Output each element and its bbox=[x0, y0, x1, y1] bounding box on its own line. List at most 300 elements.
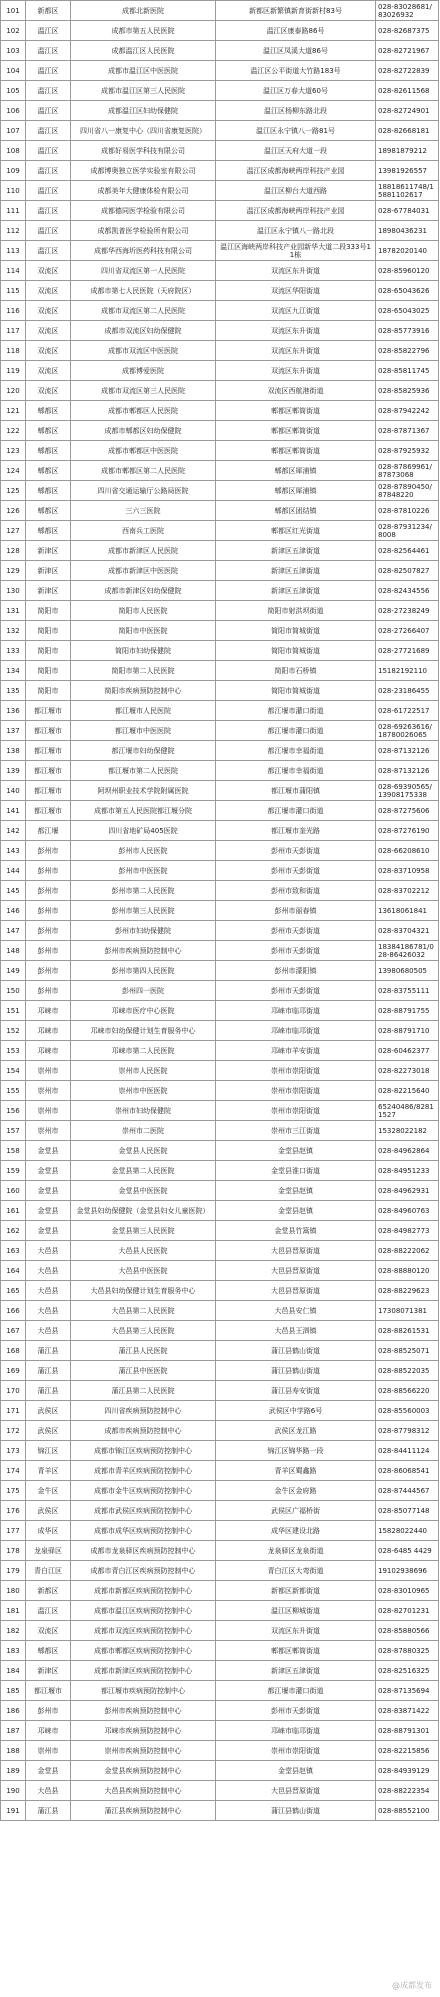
phone-cell: 028-87871367 bbox=[376, 421, 439, 441]
address-cell: 双流区东升街道 bbox=[216, 341, 376, 361]
phone-cell: 028-83755111 bbox=[376, 981, 439, 1001]
address-cell: 金堂县竹篙镇 bbox=[216, 1221, 376, 1241]
row-number-cell: 122 bbox=[1, 421, 26, 441]
address-cell: 郫都区犀浦镇 bbox=[216, 481, 376, 501]
phone-cell: 028-87132126 bbox=[376, 741, 439, 761]
address-cell: 邛崃市羊安街道 bbox=[216, 1041, 376, 1061]
row-number-cell: 185 bbox=[1, 1681, 26, 1701]
row-number-cell: 156 bbox=[1, 1101, 26, 1121]
district-cell: 简阳市 bbox=[26, 681, 71, 701]
table-row bbox=[1, 1181, 439, 1201]
district-cell: 蒲江县 bbox=[26, 1341, 71, 1361]
table-row bbox=[1, 541, 439, 561]
table-row bbox=[1, 261, 439, 281]
institution-name-cell: 蒲江县第二人民医院 bbox=[71, 1381, 216, 1401]
address-cell: 彭州市天彭街道 bbox=[216, 861, 376, 881]
district-cell: 新都区 bbox=[26, 1581, 71, 1601]
address-cell: 大邑县晋原街道 bbox=[216, 1281, 376, 1301]
address-cell: 成华区建设北路 bbox=[216, 1521, 376, 1541]
row-number-cell: 166 bbox=[1, 1301, 26, 1321]
table-row bbox=[1, 561, 439, 581]
district-cell: 邛崃市 bbox=[26, 1001, 71, 1021]
table-row bbox=[1, 281, 439, 301]
institution-name-cell: 四川省地矿局405医院 bbox=[71, 821, 216, 841]
phone-cell: 18818611748/15881102617 bbox=[376, 181, 439, 201]
table-row bbox=[1, 781, 439, 801]
row-number-cell: 173 bbox=[1, 1441, 26, 1461]
table-row bbox=[1, 1721, 439, 1741]
institution-name-cell: 崇州市中医医院 bbox=[71, 1081, 216, 1101]
row-number-cell: 113 bbox=[1, 241, 26, 261]
phone-cell: 028-84982773 bbox=[376, 1221, 439, 1241]
phone-cell: 028-83702212 bbox=[376, 881, 439, 901]
row-number-cell: 186 bbox=[1, 1701, 26, 1721]
phone-cell: 028-85773916 bbox=[376, 321, 439, 341]
row-number-cell: 187 bbox=[1, 1721, 26, 1741]
phone-cell: 028-88791710 bbox=[376, 1021, 439, 1041]
address-cell: 双流区东升街道 bbox=[216, 1621, 376, 1641]
district-cell: 温江区 bbox=[26, 141, 71, 161]
phone-cell: 028-88552100 bbox=[376, 1801, 439, 1821]
institution-name-cell: 成都市青羊区疾病预防控制中心 bbox=[71, 1461, 216, 1481]
table-row bbox=[1, 1581, 439, 1601]
institution-name-cell: 成都美年大健康体检有限公司 bbox=[71, 181, 216, 201]
address-cell: 彭州市天彭街道 bbox=[216, 981, 376, 1001]
institution-name-cell: 彭州市妇幼保健院 bbox=[71, 921, 216, 941]
district-cell: 青羊区 bbox=[26, 1461, 71, 1481]
phone-cell: 15328022182 bbox=[376, 1121, 439, 1141]
address-cell: 简阳市简城街道 bbox=[216, 621, 376, 641]
table-row bbox=[1, 921, 439, 941]
row-number-cell: 168 bbox=[1, 1341, 26, 1361]
district-cell: 温江区 bbox=[26, 81, 71, 101]
phone-cell: 028-84411124 bbox=[376, 1441, 439, 1461]
institution-name-cell: 大邑县人民医院 bbox=[71, 1241, 216, 1261]
institution-name-cell: 彭州市第二人民医院 bbox=[71, 881, 216, 901]
address-cell: 蒲江县鹤山街道 bbox=[216, 1361, 376, 1381]
phone-cell: 028-87275606 bbox=[376, 801, 439, 821]
phone-cell: 028-82701231 bbox=[376, 1601, 439, 1621]
phone-cell: 028-67784031 bbox=[376, 201, 439, 221]
address-cell: 双流区东升街道 bbox=[216, 261, 376, 281]
institution-name-cell: 成都市新津区妇幼保健院 bbox=[71, 581, 216, 601]
phone-cell: 028-85822796 bbox=[376, 341, 439, 361]
row-number-cell: 159 bbox=[1, 1161, 26, 1181]
phone-cell: 028-87132126 bbox=[376, 761, 439, 781]
phone-cell: 18782020140 bbox=[376, 241, 439, 261]
phone-cell: 028-82215640 bbox=[376, 1081, 439, 1101]
row-number-cell: 179 bbox=[1, 1561, 26, 1581]
row-number-cell: 105 bbox=[1, 81, 26, 101]
address-cell: 青羊区蜀鑫路 bbox=[216, 1461, 376, 1481]
institution-name-cell: 成都市新都区疾病预防控制中心 bbox=[71, 1581, 216, 1601]
address-cell: 大邑县晋原街道 bbox=[216, 1261, 376, 1281]
district-cell: 彭州市 bbox=[26, 901, 71, 921]
district-cell: 龙泉驿区 bbox=[26, 1541, 71, 1561]
institution-name-cell: 成都市郫都区人民医院 bbox=[71, 401, 216, 421]
address-cell: 温江区成都海峡两岸科技产业园 bbox=[216, 201, 376, 221]
district-cell: 新都区 bbox=[26, 1, 71, 21]
row-number-cell: 138 bbox=[1, 741, 26, 761]
institution-name-cell: 西南兵工医院 bbox=[71, 521, 216, 541]
row-number-cell: 104 bbox=[1, 61, 26, 81]
district-cell: 郫都区 bbox=[26, 441, 71, 461]
institution-name-cell: 蒲江县中医医院 bbox=[71, 1361, 216, 1381]
address-cell: 彭州市天彭街道 bbox=[216, 921, 376, 941]
phone-cell: 028-65043626 bbox=[376, 281, 439, 301]
table-row bbox=[1, 401, 439, 421]
table-row bbox=[1, 681, 439, 701]
address-cell: 郫都区团结镇 bbox=[216, 501, 376, 521]
row-number-cell: 181 bbox=[1, 1601, 26, 1621]
institution-name-cell: 大邑县第二人民医院 bbox=[71, 1301, 216, 1321]
district-cell: 新津区 bbox=[26, 581, 71, 601]
institution-name-cell: 崇州市人民医院 bbox=[71, 1061, 216, 1081]
district-cell: 崇州市 bbox=[26, 1081, 71, 1101]
phone-cell: 17308071381 bbox=[376, 1301, 439, 1321]
institution-name-cell: 蒲江县疾病预防控制中心 bbox=[71, 1801, 216, 1821]
district-cell: 都江堰 bbox=[26, 821, 71, 841]
district-cell: 双流区 bbox=[26, 281, 71, 301]
institution-name-cell: 成都市第七人民医院（天府院区） bbox=[71, 281, 216, 301]
table-row bbox=[1, 1741, 439, 1761]
row-number-cell: 160 bbox=[1, 1181, 26, 1201]
phone-cell: 028-87276190 bbox=[376, 821, 439, 841]
institution-name-cell: 金堂县人民医院 bbox=[71, 1141, 216, 1161]
district-cell: 温江区 bbox=[26, 221, 71, 241]
address-cell: 大邑县王泗镇 bbox=[216, 1321, 376, 1341]
row-number-cell: 137 bbox=[1, 721, 26, 741]
row-number-cell: 124 bbox=[1, 461, 26, 481]
address-cell: 温江区永宁镇八一路北段 bbox=[216, 221, 376, 241]
table-row bbox=[1, 1561, 439, 1581]
row-number-cell: 106 bbox=[1, 101, 26, 121]
table-row bbox=[1, 1441, 439, 1461]
institution-name-cell: 金堂县第二人民医院 bbox=[71, 1161, 216, 1181]
institution-name-cell: 成都市郫都区妇幼保健院 bbox=[71, 421, 216, 441]
institution-name-cell: 成都市郫都区中医医院 bbox=[71, 441, 216, 461]
phone-cell: 18981879212 bbox=[376, 141, 439, 161]
table-row bbox=[1, 1621, 439, 1641]
address-cell: 蒲江县鹤山街道 bbox=[216, 1801, 376, 1821]
address-cell: 金堂县赵镇 bbox=[216, 1201, 376, 1221]
row-number-cell: 163 bbox=[1, 1241, 26, 1261]
table-row bbox=[1, 301, 439, 321]
phone-cell: 028-82724901 bbox=[376, 101, 439, 121]
row-number-cell: 175 bbox=[1, 1481, 26, 1501]
row-number-cell: 130 bbox=[1, 581, 26, 601]
watermark: @成都发布 bbox=[392, 1981, 432, 1990]
institution-name-cell: 成都市郫都区第二人民医院 bbox=[71, 461, 216, 481]
address-cell: 彭州市天彭街道 bbox=[216, 841, 376, 861]
row-number-cell: 147 bbox=[1, 921, 26, 941]
address-cell: 新都区新繁镇新育街新村83号 bbox=[216, 1, 376, 21]
district-cell: 金堂县 bbox=[26, 1141, 71, 1161]
district-cell: 彭州市 bbox=[26, 881, 71, 901]
phone-cell: 028-85077148 bbox=[376, 1501, 439, 1521]
institution-name-cell: 四川省疾病预防控制中心 bbox=[71, 1401, 216, 1421]
institution-name-cell: 邛崃市第二人民医院 bbox=[71, 1041, 216, 1061]
row-number-cell: 126 bbox=[1, 501, 26, 521]
table-row bbox=[1, 381, 439, 401]
address-cell: 崇州市崇阳街道 bbox=[216, 1081, 376, 1101]
row-number-cell: 144 bbox=[1, 861, 26, 881]
phone-cell: 028-85811745 bbox=[376, 361, 439, 381]
table-row bbox=[1, 1201, 439, 1221]
table-row bbox=[1, 21, 439, 41]
phone-cell: 028-83010965 bbox=[376, 1581, 439, 1601]
address-cell: 金堂县赵镇 bbox=[216, 1761, 376, 1781]
table-row bbox=[1, 361, 439, 381]
institution-name-cell: 简阳市妇幼保健院 bbox=[71, 641, 216, 661]
row-number-cell: 148 bbox=[1, 941, 26, 961]
district-cell: 简阳市 bbox=[26, 661, 71, 681]
address-cell: 彭州市天彭街道 bbox=[216, 941, 376, 961]
row-number-cell: 162 bbox=[1, 1221, 26, 1241]
institution-name-cell: 成都好易医学科技有限公司 bbox=[71, 141, 216, 161]
phone-cell: 028-88880120 bbox=[376, 1261, 439, 1281]
address-cell: 新都区新都街道 bbox=[216, 1581, 376, 1601]
district-cell: 郫都区 bbox=[26, 401, 71, 421]
table-row bbox=[1, 981, 439, 1001]
institution-name-cell: 成都市新津区人民医院 bbox=[71, 541, 216, 561]
institution-name-cell: 成都市双流区第二人民医院 bbox=[71, 301, 216, 321]
row-number-cell: 151 bbox=[1, 1001, 26, 1021]
row-number-cell: 109 bbox=[1, 161, 26, 181]
district-cell: 大邑县 bbox=[26, 1261, 71, 1281]
phone-cell: 13980680505 bbox=[376, 961, 439, 981]
row-number-cell: 155 bbox=[1, 1081, 26, 1101]
phone-cell: 19102938696 bbox=[376, 1561, 439, 1581]
institution-name-cell: 三六三医院 bbox=[71, 501, 216, 521]
phone-cell: 028-84962931 bbox=[376, 1181, 439, 1201]
table-row bbox=[1, 961, 439, 981]
institution-name-cell: 成都市双流区疾病预防控制中心 bbox=[71, 1621, 216, 1641]
district-cell: 武侯区 bbox=[26, 1401, 71, 1421]
table-row bbox=[1, 1061, 439, 1081]
institution-name-cell: 成都市龙泉驿区疾病预防控制中心 bbox=[71, 1541, 216, 1561]
district-cell: 双流区 bbox=[26, 261, 71, 281]
phone-cell: 028-88222354 bbox=[376, 1781, 439, 1801]
row-number-cell: 182 bbox=[1, 1621, 26, 1641]
phone-cell: 028-82215856 bbox=[376, 1741, 439, 1761]
table-row bbox=[1, 341, 439, 361]
institution-name-cell: 成都市锦江区疾病预防控制中心 bbox=[71, 1441, 216, 1461]
district-cell: 简阳市 bbox=[26, 601, 71, 621]
district-cell: 邛崃市 bbox=[26, 1041, 71, 1061]
phone-cell: 028-82564461 bbox=[376, 541, 439, 561]
address-cell: 大邑县晋原街道 bbox=[216, 1241, 376, 1261]
address-cell: 温江区杨柳东路北段 bbox=[216, 101, 376, 121]
address-cell: 温江区康泰路86号 bbox=[216, 21, 376, 41]
phone-cell: 028-85560003 bbox=[376, 1401, 439, 1421]
address-cell: 崇州市三江街道 bbox=[216, 1121, 376, 1141]
table-row bbox=[1, 441, 439, 461]
district-cell: 都江堰市 bbox=[26, 781, 71, 801]
row-number-cell: 178 bbox=[1, 1541, 26, 1561]
phone-cell: 028-83028681/83026932 bbox=[376, 1, 439, 21]
phone-cell: 028-27266407 bbox=[376, 621, 439, 641]
district-cell: 大邑县 bbox=[26, 1301, 71, 1321]
institution-name-cell: 彭州市疾病预防控制中心 bbox=[71, 941, 216, 961]
district-cell: 温江区 bbox=[26, 1601, 71, 1621]
address-cell: 蒲江县鹤山街道 bbox=[216, 1341, 376, 1361]
address-cell: 简阳市简城街道 bbox=[216, 681, 376, 701]
row-number-cell: 101 bbox=[1, 1, 26, 21]
table-row bbox=[1, 1121, 439, 1141]
row-number-cell: 177 bbox=[1, 1521, 26, 1541]
institution-name-cell: 成都市新津区疾病预防控制中心 bbox=[71, 1661, 216, 1681]
table-row bbox=[1, 1161, 439, 1181]
institution-name-cell: 成都博爱医院 bbox=[71, 361, 216, 381]
phone-cell: 028-61722517 bbox=[376, 701, 439, 721]
district-cell: 彭州市 bbox=[26, 981, 71, 1001]
address-cell: 都江堰市幸福街道 bbox=[216, 761, 376, 781]
table-row bbox=[1, 1261, 439, 1281]
row-number-cell: 154 bbox=[1, 1061, 26, 1081]
district-cell: 温江区 bbox=[26, 181, 71, 201]
institution-name-cell: 成都市成华区疾病预防控制中心 bbox=[71, 1521, 216, 1541]
row-number-cell: 139 bbox=[1, 761, 26, 781]
address-cell: 新津区五津街道 bbox=[216, 1661, 376, 1681]
table-row bbox=[1, 1301, 439, 1321]
table-row bbox=[1, 1101, 439, 1121]
address-cell: 彭州市丽春镇 bbox=[216, 901, 376, 921]
address-cell: 双流区西航港街道 bbox=[216, 381, 376, 401]
table-row bbox=[1, 521, 439, 541]
district-cell: 都江堰市 bbox=[26, 741, 71, 761]
table-row bbox=[1, 1381, 439, 1401]
address-cell: 双流区东升街道 bbox=[216, 361, 376, 381]
table-row bbox=[1, 241, 439, 261]
district-cell: 彭州市 bbox=[26, 921, 71, 941]
phone-cell: 028-84960763 bbox=[376, 1201, 439, 1221]
phone-cell: 028-87890450/87848220 bbox=[376, 481, 439, 501]
institution-name-cell: 简阳市人民医院 bbox=[71, 601, 216, 621]
phone-cell: 028-84939129 bbox=[376, 1761, 439, 1781]
institution-name-cell: 四川省交通运输厅公路局医院 bbox=[71, 481, 216, 501]
institution-name-cell: 大邑县疾病预防控制中心 bbox=[71, 1781, 216, 1801]
row-number-cell: 123 bbox=[1, 441, 26, 461]
table-row bbox=[1, 81, 439, 101]
table-row bbox=[1, 661, 439, 681]
district-cell: 蒲江县 bbox=[26, 1381, 71, 1401]
district-cell: 温江区 bbox=[26, 61, 71, 81]
phone-cell: 13981926557 bbox=[376, 161, 439, 181]
table-row bbox=[1, 481, 439, 501]
district-cell: 温江区 bbox=[26, 201, 71, 221]
table-row bbox=[1, 1761, 439, 1781]
row-number-cell: 136 bbox=[1, 701, 26, 721]
row-number-cell: 184 bbox=[1, 1661, 26, 1681]
district-cell: 都江堰市 bbox=[26, 801, 71, 821]
district-cell: 郫都区 bbox=[26, 481, 71, 501]
table-row bbox=[1, 1601, 439, 1621]
address-cell: 都江堰市蒲阳镇 bbox=[216, 781, 376, 801]
district-cell: 蒲江县 bbox=[26, 1361, 71, 1381]
phone-cell: 028-87798312 bbox=[376, 1421, 439, 1441]
address-cell: 郫都区犀浦镇 bbox=[216, 461, 376, 481]
row-number-cell: 116 bbox=[1, 301, 26, 321]
district-cell: 双流区 bbox=[26, 361, 71, 381]
district-cell: 双流区 bbox=[26, 381, 71, 401]
district-cell: 金堂县 bbox=[26, 1221, 71, 1241]
institution-name-cell: 阿坝州职业技术学院附属医院 bbox=[71, 781, 216, 801]
table-row bbox=[1, 601, 439, 621]
phone-cell: 15182192110 bbox=[376, 661, 439, 681]
row-number-cell: 180 bbox=[1, 1581, 26, 1601]
address-cell: 青白江区大弯街道 bbox=[216, 1561, 376, 1581]
table-row bbox=[1, 1241, 439, 1261]
table-row bbox=[1, 741, 439, 761]
table-row bbox=[1, 1641, 439, 1661]
district-cell: 金牛区 bbox=[26, 1481, 71, 1501]
institution-name-cell: 彭州市第四人民医院 bbox=[71, 961, 216, 981]
phone-cell: 028-84962864 bbox=[376, 1141, 439, 1161]
row-number-cell: 176 bbox=[1, 1501, 26, 1521]
phone-cell: 028-87925932 bbox=[376, 441, 439, 461]
phone-cell: 028-69390565/13908175338 bbox=[376, 781, 439, 801]
row-number-cell: 133 bbox=[1, 641, 26, 661]
row-number-cell: 115 bbox=[1, 281, 26, 301]
phone-cell: 028-66208610 bbox=[376, 841, 439, 861]
phone-cell: 028-60462377 bbox=[376, 1041, 439, 1061]
institution-name-cell: 金堂县妇幼保健院（金堂县妇女儿童医院） bbox=[71, 1201, 216, 1221]
row-number-cell: 112 bbox=[1, 221, 26, 241]
table-row bbox=[1, 761, 439, 781]
table-row bbox=[1, 901, 439, 921]
institution-name-cell: 成都博奥独立医学实验室有限公司 bbox=[71, 161, 216, 181]
district-cell: 青白江区 bbox=[26, 1561, 71, 1581]
address-cell: 简阳市石桥镇 bbox=[216, 661, 376, 681]
district-cell: 郫都区 bbox=[26, 421, 71, 441]
address-cell: 双流区东升街道 bbox=[216, 321, 376, 341]
row-number-cell: 120 bbox=[1, 381, 26, 401]
address-cell: 温江区永宁镇八一路81号 bbox=[216, 121, 376, 141]
institution-name-cell: 成都市第五人民医院 bbox=[71, 21, 216, 41]
row-number-cell: 170 bbox=[1, 1381, 26, 1401]
institution-name-cell: 成都市金牛区疾病预防控制中心 bbox=[71, 1481, 216, 1501]
institution-name-cell: 成都市温江区疾病预防控制中心 bbox=[71, 1601, 216, 1621]
row-number-cell: 157 bbox=[1, 1121, 26, 1141]
row-number-cell: 102 bbox=[1, 21, 26, 41]
row-number-cell: 134 bbox=[1, 661, 26, 681]
address-cell: 简阳市射洪坝街道 bbox=[216, 601, 376, 621]
address-cell: 彭州市致和街道 bbox=[216, 881, 376, 901]
institution-name-cell: 蒲江县人民医院 bbox=[71, 1341, 216, 1361]
address-cell: 锦江区锦华路一段 bbox=[216, 1441, 376, 1461]
table-row bbox=[1, 941, 439, 961]
phone-cell: 18384186781/028-86426032 bbox=[376, 941, 439, 961]
institution-name-cell: 简阳市第二人民医院 bbox=[71, 661, 216, 681]
district-cell: 温江区 bbox=[26, 41, 71, 61]
table-row bbox=[1, 121, 439, 141]
phone-cell: 028-85880566 bbox=[376, 1621, 439, 1641]
phone-cell: 028-87869961/87873068 bbox=[376, 461, 439, 481]
table-row bbox=[1, 621, 439, 641]
phone-cell: 028-83871422 bbox=[376, 1701, 439, 1721]
institution-name-cell: 彭州市疾病预防控制中心 bbox=[71, 1701, 216, 1721]
address-cell: 温江区海峡两岸科技产业园新华大道二段333号11栋 bbox=[216, 241, 376, 261]
district-cell: 新津区 bbox=[26, 541, 71, 561]
address-cell: 温江区凤溪大道86号 bbox=[216, 41, 376, 61]
district-cell: 蒲江县 bbox=[26, 1801, 71, 1821]
district-cell: 武侯区 bbox=[26, 1501, 71, 1521]
district-cell: 金堂县 bbox=[26, 1181, 71, 1201]
institution-name-cell: 都江堰市妇幼保健院 bbox=[71, 741, 216, 761]
district-cell: 简阳市 bbox=[26, 641, 71, 661]
table-row bbox=[1, 201, 439, 221]
